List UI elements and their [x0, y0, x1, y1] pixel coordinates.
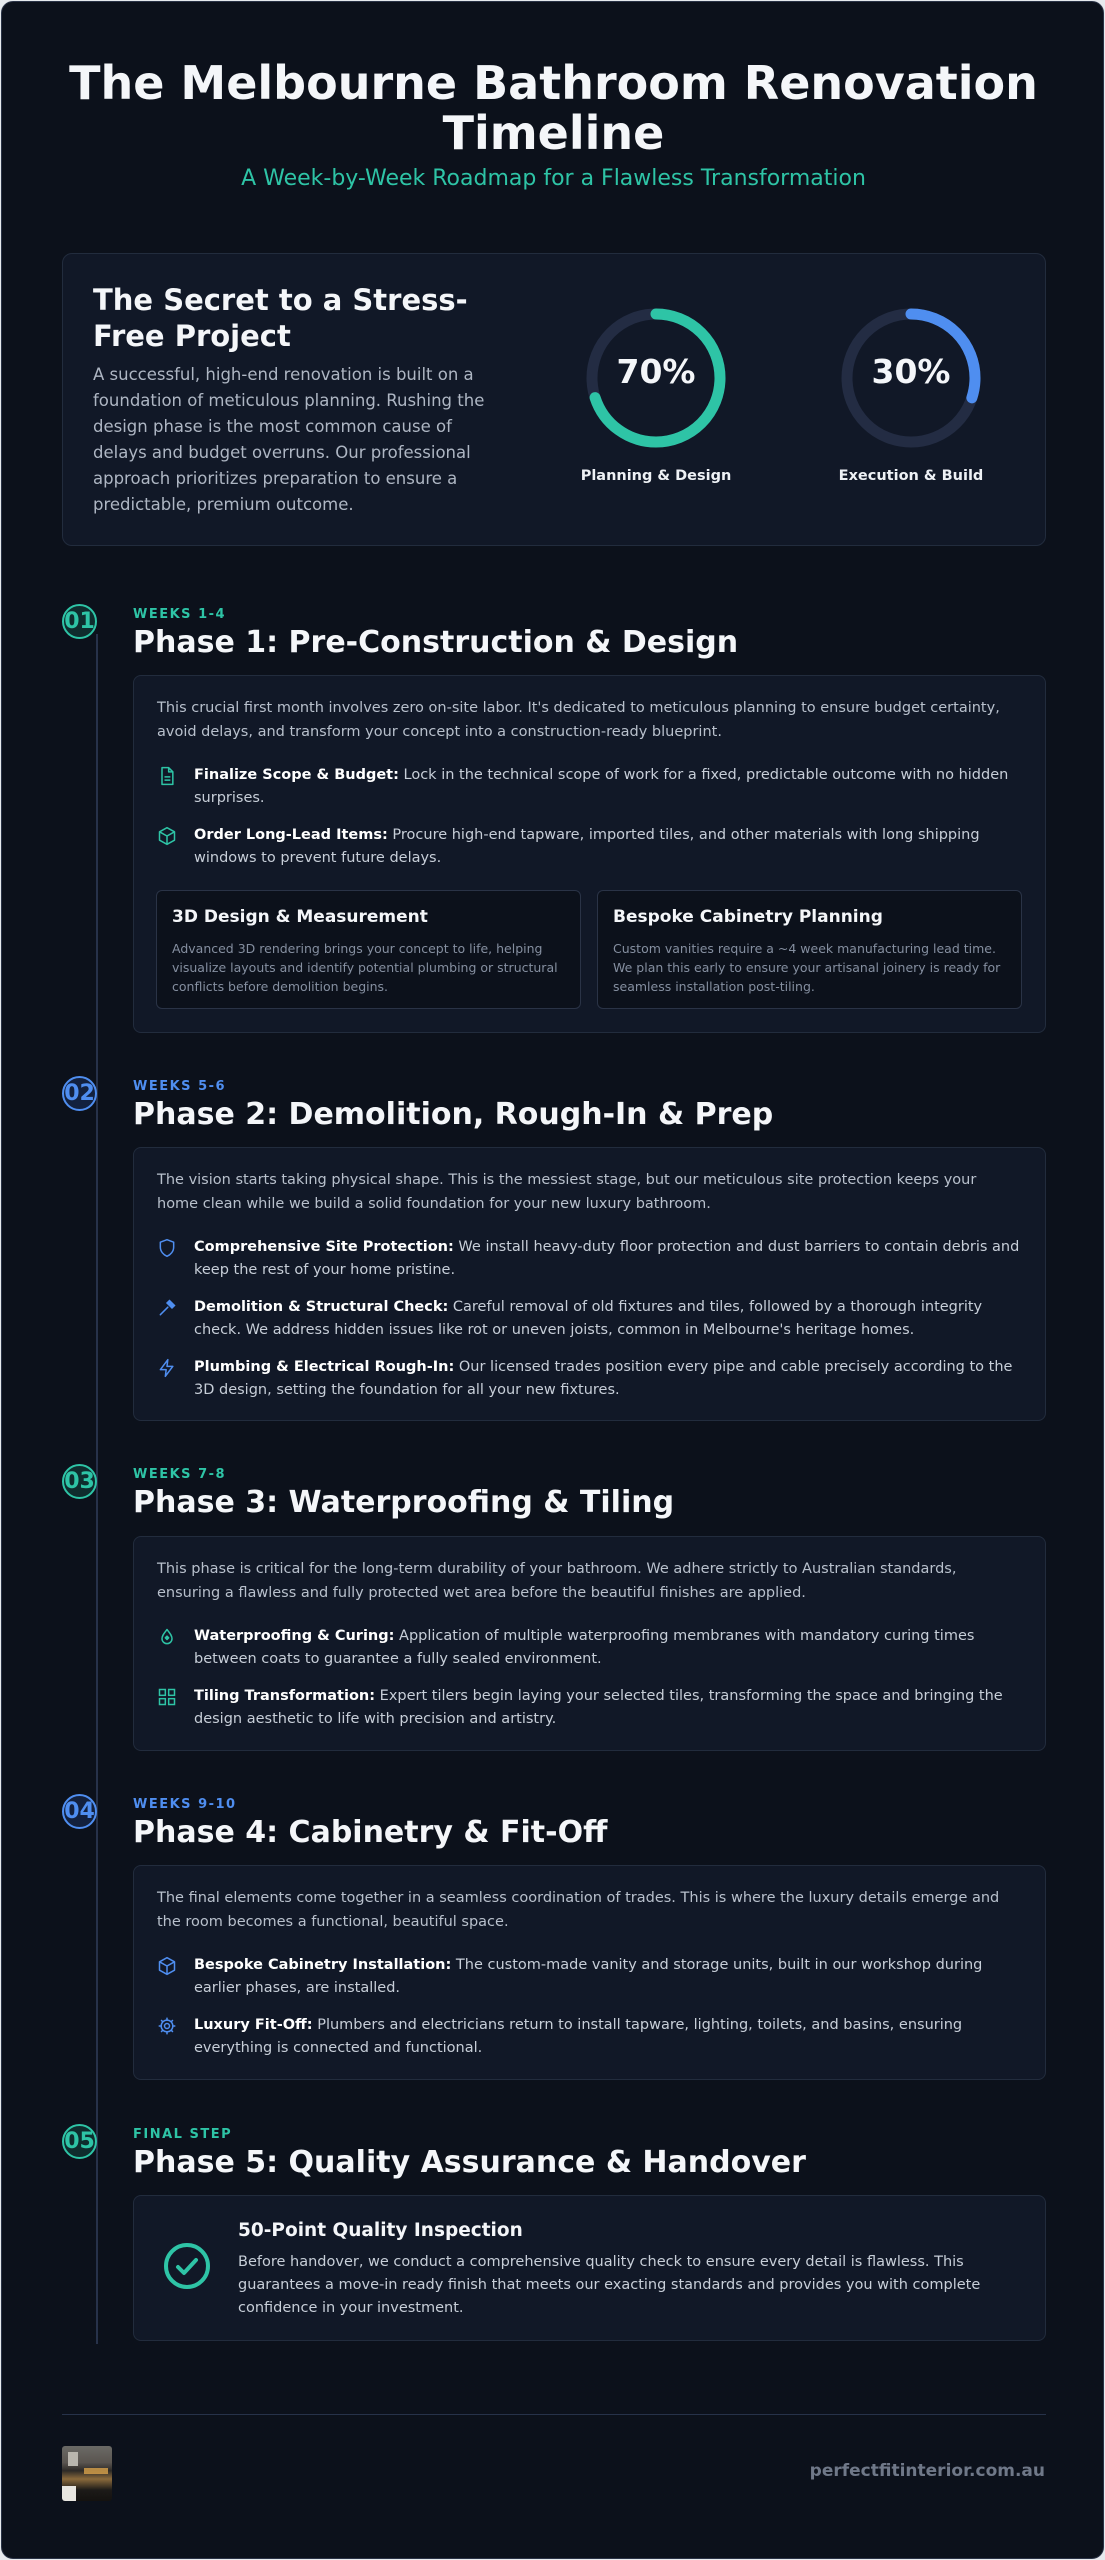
phase-1-intro: This crucial first month involves zero on-site labor. It's dedicated to meticulous planning to ensure budget certainty, avoid delays, and transform your concept into a construction-ready blueprint. [157, 700, 1000, 740]
infographic-page [1, 1, 1104, 2559]
page-subtitle: A Week-by-Week Roadmap for a Flawless Transformation [241, 166, 866, 191]
item-text: Expert tilers begin laying your selected tiles, transforming the space and bringing the design aesthetic to life with precision and artistry. [194, 1688, 1003, 1727]
phase-1-item [157, 824, 1027, 870]
phase-5-title: Phase 5: Quality Assurance & Handover [133, 2145, 806, 2180]
qa-body: Before handover, we conduct a comprehensive quality check to ensure every detail is flawless. This guarantees a move-in ready finish that meets our exacting standards and provides you with complete confidence in your investment. [238, 2254, 981, 2316]
phase-3-item [157, 1625, 1027, 1671]
item-text: Plumbers and electricians return to install tapware, lighting, toilets, and basins, ensuring everything is connected and functional. [194, 2017, 963, 2056]
item-text: Procure high-end tapware, imported tiles, and other materials with long shipping windows to prevent future delays. [194, 827, 980, 866]
intro-body: A successful, high-end renovation is built on a foundation of meticulous planning. Rushing the design phase is the most common cause of delays and budget overruns. Our professional approach prioritizes preparation to ensure a predictable, premium outcome. [93, 365, 485, 514]
subcard-text: Custom vanities require a ~4 week manufacturing lead time. We plan this early to ensure your artisanal joinery is ready for seamless installation post-tiling. [613, 941, 1001, 994]
phase-2-item [157, 1296, 1027, 1342]
hammer-icon [157, 1298, 177, 1318]
item-text: Lock in the technical scope of work for a fixed, predictable outcome with no hidden surprises. [194, 767, 1009, 806]
phase-5-number: 05 [62, 2124, 97, 2159]
phase-1-number: 01 [62, 604, 97, 639]
timeline-line [96, 634, 98, 2344]
phase-2-title: Phase 2: Demolition, Rough-In & Prep [133, 1097, 774, 1132]
phase-3-intro: This phase is critical for the long-term durability of your bathroom. We adhere strictly to Australian standards, ensuring a flawless and fully protected wet area before the beautiful finishes are applied. [157, 1561, 957, 1601]
item-label: Plumbing & Electrical Rough-In: [194, 1359, 455, 1375]
gear-icon [157, 2016, 177, 2036]
phase-1-title: Phase 1: Pre-Construction & Design [133, 625, 739, 660]
phase-2-number: 02 [62, 1076, 97, 1111]
phase-3-weeks: WEEKS 7-8 [133, 1467, 227, 1482]
item-label: Order Long-Lead Items: [194, 827, 388, 843]
phase-1-item [157, 764, 1027, 810]
phase-4-card [133, 1865, 1046, 2080]
check-circle-icon [162, 2241, 212, 2291]
intro-card [62, 253, 1046, 546]
phase-2-item [157, 1236, 1027, 1282]
phase-4-weeks: WEEKS 9-10 [133, 1797, 237, 1812]
execution-percent: 30% [871, 352, 951, 391]
phase-4-item [157, 2014, 1027, 2060]
document-icon [157, 766, 177, 786]
item-text: Application of multiple waterproofing membranes with mandatory curing times between coats to guarantee a fully sealed environment. [194, 1628, 975, 1667]
lightning-icon [157, 1358, 177, 1378]
subcard-title: Bespoke Cabinetry Planning [613, 907, 883, 927]
phase-2-item [157, 1356, 1027, 1402]
item-text: We install heavy-duty floor protection and dust barriers to contain debris and keep the rest of your home pristine. [194, 1239, 1020, 1278]
item-label: Comprehensive Site Protection: [194, 1239, 454, 1255]
grid-icon [157, 1687, 177, 1707]
planning-donut-chart [576, 304, 736, 484]
phase-3-title: Phase 3: Waterproofing & Tiling [133, 1485, 675, 1520]
subcard-cabinetry-planning [597, 890, 1022, 1009]
item-label: Luxury Fit-Off: [194, 2017, 313, 2033]
footer-website[interactable]: perfectfitinterior.com.au [809, 2461, 1045, 2481]
subcard-text: Advanced 3D rendering brings your concept to life, helping visualize layouts and identify potential plumbing or structural conflicts before demolition begins. [172, 941, 558, 994]
qa-title: 50-Point Quality Inspection [238, 2220, 523, 2241]
droplet-icon [157, 1627, 177, 1647]
page-title: The Melbourne Bathroom Renovation Timeline [69, 56, 1038, 160]
item-label: Tiling Transformation: [194, 1688, 376, 1704]
planning-percent: 70% [616, 352, 696, 391]
phase-5-card [133, 2195, 1046, 2341]
item-label: Waterproofing & Curing: [194, 1628, 395, 1644]
phase-4-item [157, 1954, 1027, 2000]
phase-5-weeks: FINAL STEP [133, 2127, 233, 2142]
execution-label: Execution & Build [838, 468, 984, 484]
cube-icon [157, 1956, 177, 1976]
phase-3-number: 03 [62, 1464, 97, 1499]
phase-4-number: 04 [62, 1794, 97, 1829]
item-text: Our licensed trades position every pipe and cable precisely according to the 3D design, setting the foundation for all your new fixtures. [194, 1359, 1013, 1398]
item-label: Demolition & Structural Check: [194, 1299, 449, 1315]
planning-label: Planning & Design [580, 468, 732, 484]
footer-thumbnail-image [62, 2446, 112, 2501]
box-icon [157, 826, 177, 846]
item-label: Finalize Scope & Budget: [194, 767, 399, 783]
footer-divider [62, 2414, 1046, 2415]
phase-2-weeks: WEEKS 5-6 [133, 1079, 227, 1094]
phase-1-weeks: WEEKS 1-4 [133, 607, 227, 622]
item-text: Careful removal of old fixtures and tiles, followed by a thorough integrity check. We address hidden issues like rot or uneven joists, common in Melbourne's heritage homes. [194, 1299, 983, 1338]
item-text: The custom-made vanity and storage units, built in our workshop during earlier phases, are installed. [194, 1957, 983, 1996]
phase-1-card [133, 675, 1046, 1033]
phase-4-title: Phase 4: Cabinetry & Fit-Off [133, 1815, 608, 1850]
shield-icon [157, 1238, 177, 1258]
intro-heading: The Secret to a Stress-Free Project [93, 283, 468, 353]
phase-4-intro: The final elements come together in a seamless coordination of trades. This is where the luxury details emerge and the room becomes a functional, beautiful space. [157, 1890, 1000, 1930]
phase-2-card [133, 1147, 1046, 1421]
item-label: Bespoke Cabinetry Installation: [194, 1957, 452, 1973]
subcard-3d-design [156, 890, 581, 1009]
execution-donut-chart [831, 304, 991, 484]
subcard-title: 3D Design & Measurement [172, 907, 428, 927]
phase-2-intro: The vision starts taking physical shape. This is the messiest stage, but our meticulous site protection keeps your home clean while we build a solid foundation for your new luxury bathroom. [157, 1172, 977, 1212]
phase-3-card [133, 1536, 1046, 1751]
phase-3-item [157, 1685, 1027, 1731]
